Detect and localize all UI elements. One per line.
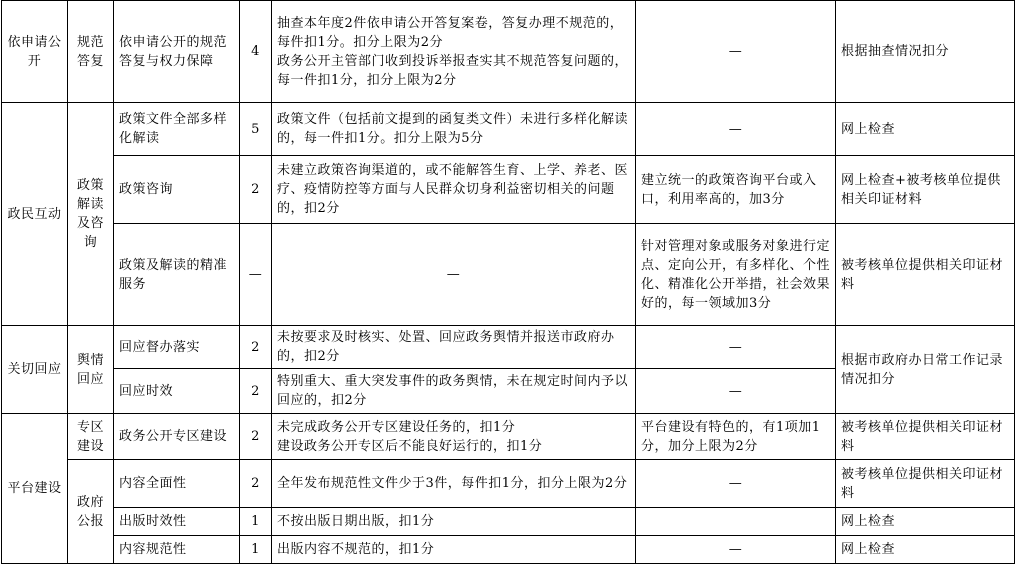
score-cell: 4 [240,1,272,103]
score-cell: 2 [240,460,272,508]
table-row [2,103,1015,156]
method-cell: 被考核单位提供相关印证材料 [836,460,1015,508]
score-cell: 2 [240,369,272,414]
method-cell: 网上检查 [836,536,1015,564]
bonus-cell: — [636,369,836,414]
subcategory-cell: 政策解读及咨询 [68,103,114,326]
category-cell: 平台建设 [2,414,68,564]
method-cell: 网上检查 [836,508,1015,536]
item-cell: 政务公开专区建设 [114,414,240,460]
score-cell: — [240,224,272,326]
subcategory-cell: 政府公报 [68,460,114,564]
bonus-cell: — [636,536,836,564]
category-cell: 政民互动 [2,103,68,326]
method-cell: 根据抽查情况扣分 [836,1,1015,103]
category-cell: 依申请公开 [2,1,68,103]
bonus-cell: — [636,1,836,103]
deduct-cell: 不按出版日期出版，扣1分 [272,508,636,536]
score-cell: 2 [240,326,272,369]
method-cell: 被考核单位提供相关印证材料 [836,414,1015,460]
bonus-cell [636,508,836,536]
category-cell: 关切回应 [2,326,68,414]
subcategory-cell: 专区建设 [68,414,114,460]
item-cell: 回应督办落实 [114,326,240,369]
table-row [2,414,1015,460]
table-row [2,460,1015,508]
deduct-cell: 出版内容不规范的，扣1分 [272,536,636,564]
deduct-cell: 全年发布规范性文件少于3件，每件扣1分，扣分上限为2分 [272,460,636,508]
item-cell: 出版时效性 [114,508,240,536]
subcategory-cell: 舆情回应 [68,326,114,414]
bonus-cell: — [636,460,836,508]
table-row [2,156,1015,224]
table-row [2,326,1015,369]
deduct-cell: 未完成政务公开专区建设任务的，扣1分 建设政务公开专区后不能良好运行的，扣1分 [272,414,636,460]
bonus-cell: — [636,103,836,156]
deduct-cell: 未建立政策咨询渠道的，或不能解答生育、上学、养老、医疗、疫情防控等方面与人民群众切身利益密切相关的问题的，扣2分 [272,156,636,224]
deduct-cell: 抽查本年度2件依申请公开答复案卷，答复办理不规范的，每件扣1分。扣分上限为2分 政务公开主管部门收到投诉举报查实其不规范答复问题的，每一件扣1分，扣分上限为2分 [272,1,636,103]
bonus-cell: 平台建设有特色的，有1项加1分，加分上限为2分 [636,414,836,460]
method-cell: 网上检查+被考核单位提供相关印证材料 [836,156,1015,224]
item-cell: 政策咨询 [114,156,240,224]
item-cell: 政策及解读的精准服务 [114,224,240,326]
deduct-cell: — [272,224,636,326]
method-cell: 网上检查 [836,103,1015,156]
deduct-cell: 特别重大、重大突发事件的政务舆情，未在规定时间内予以回应的，扣2分 [272,369,636,414]
score-cell: 1 [240,508,272,536]
method-cell: 被考核单位提供相关印证材料 [836,224,1015,326]
item-cell: 内容全面性 [114,460,240,508]
score-cell: 5 [240,103,272,156]
method-cell: 根据市政府办日常工作记录情况扣分 [836,326,1015,414]
table-row [2,536,1015,564]
item-cell: 政策文件全部多样化解读 [114,103,240,156]
deduct-cell: 政策文件（包括前文提到的函复类文件）未进行多样化解读的，每一件扣1分。扣分上限为5分 [272,103,636,156]
bonus-cell: 建立统一的政策咨询平台或入口，利用率高的，加3分 [636,156,836,224]
item-cell: 回应时效 [114,369,240,414]
score-cell: 2 [240,156,272,224]
score-cell: 2 [240,414,272,460]
score-cell: 1 [240,536,272,564]
table-row [2,224,1015,326]
table-row [2,1,1015,103]
assessment-table [1,0,1015,564]
item-cell: 依申请公开的规范答复与权力保障 [114,1,240,103]
deduct-cell: 未按要求及时核实、处置、回应政务舆情并报送市政府办的，扣2分 [272,326,636,369]
table-row [2,508,1015,536]
item-cell: 内容规范性 [114,536,240,564]
bonus-cell: 针对管理对象或服务对象进行定点、定向公开，有多样化、个性化、精准化公开举措，社会效果好的，每一领域加3分 [636,224,836,326]
subcategory-cell: 规范答复 [68,1,114,103]
bonus-cell: — [636,326,836,369]
